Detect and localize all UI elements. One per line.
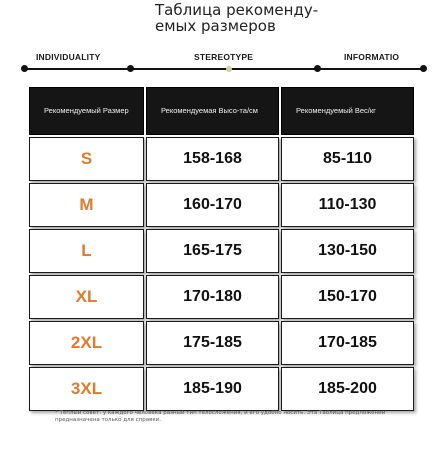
size-cell: 2XL: [29, 321, 144, 365]
ribbon-dot-icon: [127, 65, 134, 72]
decorative-ribbon: [22, 52, 426, 74]
page-title: Таблица рекоменду- емых размеров: [155, 1, 319, 35]
size-cell: XL: [29, 275, 144, 319]
weight-cell: 170-185: [281, 321, 414, 365]
header-weight: Рекомендуемый Вес/кг: [281, 87, 414, 135]
height-cell: 175-185: [146, 321, 279, 365]
height-cell: 158-168: [146, 137, 279, 181]
height-cell: 185-190: [146, 367, 279, 411]
ribbon-dot-icon: [314, 65, 321, 72]
height-cell: 160-170: [146, 183, 279, 227]
table-row: [29, 275, 414, 319]
height-cell: 170-180: [146, 275, 279, 319]
size-cell: L: [29, 229, 144, 273]
ribbon-dot-icon: [21, 65, 28, 72]
weight-cell: 85-110: [281, 137, 414, 181]
ribbon-label-stereotype: STEREOTYPE: [194, 52, 254, 62]
table-row: [29, 229, 414, 273]
table-row: [29, 137, 414, 181]
weight-cell: 150-170: [281, 275, 414, 319]
table-row: [29, 367, 414, 411]
weight-cell: 185-200: [281, 367, 414, 411]
height-cell: 165-175: [146, 229, 279, 273]
size-chart-table: [27, 85, 416, 413]
size-cell: M: [29, 183, 144, 227]
table-row: [29, 183, 414, 227]
footnote-text: * Теплый совет: у каждого человека разный тип телосложения, и его удобно носить. Эта Таблица предложений предназначена только для справки.: [55, 410, 386, 423]
header-height: Рекомендуемая Высо-та/см: [146, 87, 279, 135]
table-row: [29, 321, 414, 365]
size-cell: 3XL: [29, 367, 144, 411]
size-cell: S: [29, 137, 144, 181]
ribbon-label-information: INFORMATIO: [344, 52, 400, 62]
ribbon-label-individuality: INDIVIDUALITY: [36, 52, 101, 62]
table-header-row: [29, 87, 414, 135]
header-size: Рекомендуемый Размер: [29, 87, 144, 135]
weight-cell: 110-130: [281, 183, 414, 227]
weight-cell: 130-150: [281, 229, 414, 273]
ribbon-line: [22, 68, 426, 70]
ribbon-dot-icon: [226, 66, 232, 72]
ribbon-dot-icon: [420, 65, 427, 72]
